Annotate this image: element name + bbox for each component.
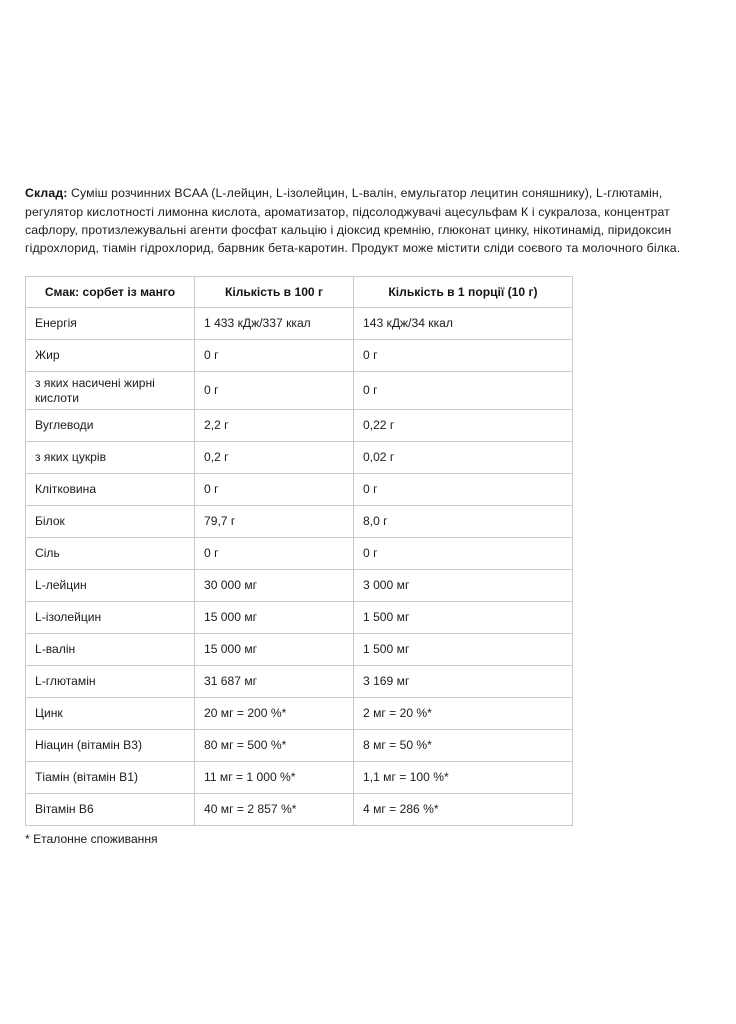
table-row: [26, 474, 573, 506]
nutrient-name-cell: Енергія: [26, 308, 195, 340]
per-serving-cell: 143 кДж/34 ккал: [354, 308, 573, 340]
table-row: [26, 698, 573, 730]
per-100g-cell: 11 мг = 1 000 %*: [195, 762, 354, 794]
ingredients-paragraph: [25, 184, 717, 257]
per-serving-cell: 2 мг = 20 %*: [354, 698, 573, 730]
per-serving-cell: 3 169 мг: [354, 666, 573, 698]
nutrient-name-cell: L-лейцин: [26, 570, 195, 602]
per-100g-cell: 80 мг = 500 %*: [195, 730, 354, 762]
per-100g-cell: 15 000 мг: [195, 634, 354, 666]
per-serving-cell: 0 г: [354, 372, 573, 410]
per-serving-cell: 0 г: [354, 340, 573, 372]
per-serving-cell: 1 500 мг: [354, 602, 573, 634]
per-serving-cell: 4 мг = 286 %*: [354, 794, 573, 826]
table-row: [26, 340, 573, 372]
nutrient-name-cell: з яких насичені жирні кислоти: [26, 372, 195, 410]
per-serving-cell: 1,1 мг = 100 %*: [354, 762, 573, 794]
table-row: [26, 538, 573, 570]
table-header-row: [26, 277, 573, 308]
table-row: [26, 634, 573, 666]
per-100g-cell: 40 мг = 2 857 %*: [195, 794, 354, 826]
per-100g-cell: 15 000 мг: [195, 602, 354, 634]
table-row: [26, 570, 573, 602]
nutrient-name-cell: L-ізолейцин: [26, 602, 195, 634]
nutrient-name-cell: Вітамін B6: [26, 794, 195, 826]
per-100g-cell: 0 г: [195, 372, 354, 410]
column-header-per-100g: Кількість в 100 г: [195, 277, 354, 308]
per-100g-cell: 2,2 г: [195, 410, 354, 442]
per-100g-cell: 0 г: [195, 538, 354, 570]
per-100g-cell: 79,7 г: [195, 506, 354, 538]
nutrient-name-cell: Ніацин (вітамін B3): [26, 730, 195, 762]
table-row: [26, 730, 573, 762]
nutrition-table: [25, 276, 573, 826]
nutrient-name-cell: L-валін: [26, 634, 195, 666]
per-100g-cell: 0,2 г: [195, 442, 354, 474]
per-100g-cell: 0 г: [195, 474, 354, 506]
per-serving-cell: 0 г: [354, 538, 573, 570]
column-header-per-serving: Кількість в 1 порції (10 г): [354, 277, 573, 308]
per-100g-cell: 20 мг = 200 %*: [195, 698, 354, 730]
per-serving-cell: 1 500 мг: [354, 634, 573, 666]
nutrient-name-cell: Вуглеводи: [26, 410, 195, 442]
per-serving-cell: 8 мг = 50 %*: [354, 730, 573, 762]
table-row: [26, 410, 573, 442]
per-100g-cell: 30 000 мг: [195, 570, 354, 602]
table-row: [26, 442, 573, 474]
column-header-flavor: Смак: сорбет із манго: [26, 277, 195, 308]
table-row: [26, 762, 573, 794]
nutrition-table-body: [26, 308, 573, 826]
table-row: [26, 794, 573, 826]
nutrient-name-cell: Клітковина: [26, 474, 195, 506]
per-100g-cell: 31 687 мг: [195, 666, 354, 698]
nutrient-name-cell: з яких цукрів: [26, 442, 195, 474]
nutrition-table-head: [26, 277, 573, 308]
footnote: * Еталонне споживання: [25, 832, 158, 846]
nutrient-name-cell: Сіль: [26, 538, 195, 570]
per-serving-cell: 3 000 мг: [354, 570, 573, 602]
table-row: [26, 602, 573, 634]
per-serving-cell: 8,0 г: [354, 506, 573, 538]
per-100g-cell: 0 г: [195, 340, 354, 372]
nutrient-name-cell: Тіамін (вітамін B1): [26, 762, 195, 794]
table-row: [26, 666, 573, 698]
nutrient-name-cell: L-глютамін: [26, 666, 195, 698]
per-serving-cell: 0 г: [354, 474, 573, 506]
table-row: [26, 308, 573, 340]
ingredients-label: Склад:: [25, 186, 68, 201]
per-serving-cell: 0,22 г: [354, 410, 573, 442]
per-100g-cell: 1 433 кДж/337 ккал: [195, 308, 354, 340]
table-row: [26, 372, 573, 410]
table-row: [26, 506, 573, 538]
nutrient-name-cell: Білок: [26, 506, 195, 538]
nutrient-name-cell: Цинк: [26, 698, 195, 730]
ingredients-text: Суміш розчинних BCAA (L-лейцин, L-ізолейцин, L-валін, емульгатор лецитин соняшнику), L-глютамін, регулятор кислотності лимонна кислота, ароматизатор, підсолоджувачі ацесульфам К і сукралоза, концентрат сафлору, протизлежувальні агенти фосфат кальцію і діоксид кремнію, глюконат цинку, нікотинамід, піридоксин гідрохлорид, тіамін гідрохлорид, барвник бета-каротин. Продукт може містити сліди соєвого та молочного білка.: [25, 186, 681, 255]
nutrient-name-cell: Жир: [26, 340, 195, 372]
per-serving-cell: 0,02 г: [354, 442, 573, 474]
